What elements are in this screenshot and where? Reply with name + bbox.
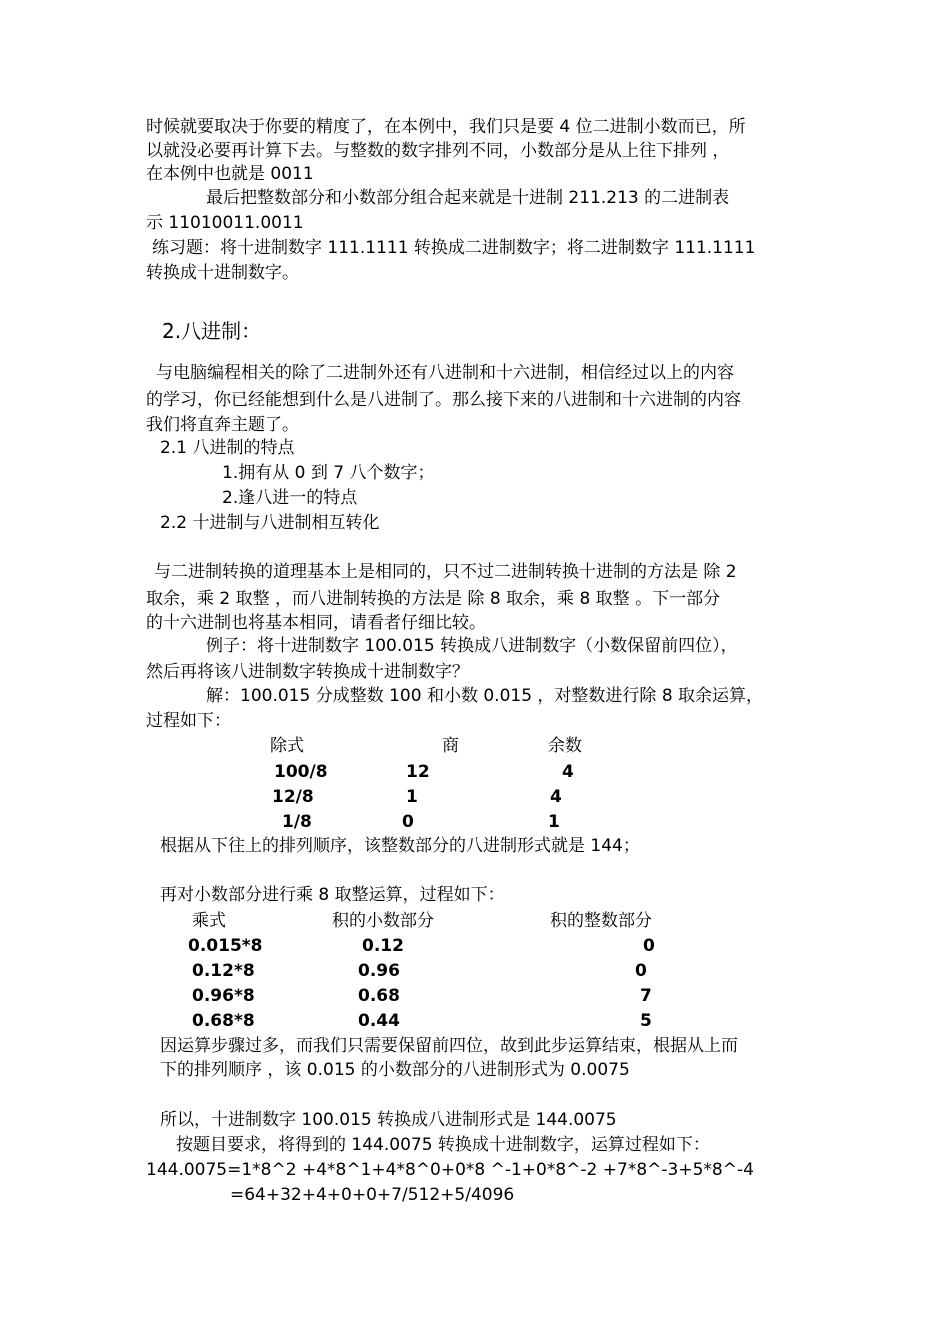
table-cell: 0.015*8 xyxy=(188,936,263,956)
table-cell: 0.12*8 xyxy=(192,961,255,981)
table-cell: 4 xyxy=(562,762,574,782)
table-cell: 0.68 xyxy=(358,986,400,1006)
table-cell: 0 xyxy=(643,936,655,956)
table-cell: 4 xyxy=(550,787,562,807)
table-header: 积的小数部分 xyxy=(332,911,434,931)
table-cell: 12 xyxy=(406,762,430,782)
table-cell: 1 xyxy=(548,812,560,832)
table-header: 余数 xyxy=(548,736,582,756)
solution-line: 过程如下： xyxy=(146,711,231,731)
exercise-line: 练习题：将十进制数字 111.1111 转换成二进制数字；将二进制数字 111.1111 xyxy=(152,238,756,258)
table-header: 积的整数部分 xyxy=(550,911,652,931)
table-cell: 12/8 xyxy=(272,787,314,807)
text-line: 示 11010011.0011 xyxy=(146,213,304,233)
table-cell: 0.68*8 xyxy=(192,1011,255,1031)
text-line: 的学习，你已经能想到什么是八进制了。那么接下来的八进制和十六进制的内容 xyxy=(146,390,741,410)
table-cell: 100/8 xyxy=(274,762,328,782)
list-item: 1.拥有从 0 到 7 八个数字； xyxy=(222,463,435,483)
text-line: 与二进制转换的道理基本上是相同的，只不过二进制转换十进制的方法是 除 2 xyxy=(154,562,737,582)
table-header: 乘式 xyxy=(192,911,226,931)
table-cell: 1/8 xyxy=(282,812,312,832)
formula-line: 144.0075=1*8^2 +4*8^1+4*8^0+0*8 ^-1+0*8^-2 +7*8^-3+5*8^-4 xyxy=(146,1160,754,1180)
table-cell: 0.44 xyxy=(358,1011,400,1031)
text-line: 与电脑编程相关的除了二进制外还有八进制和十六进制，相信经过以上的内容 xyxy=(156,363,734,383)
text-line: 根据从下往上的排列顺序，该整数部分的八进制形式就是 144； xyxy=(160,836,640,856)
section-title: 2.八进制： xyxy=(162,319,262,343)
text-line: 在本例中也就是 0011 xyxy=(146,164,314,184)
table-header: 商 xyxy=(442,736,459,756)
text-line: 按题目要求，将得到的 144.0075 转换成十进制数字，运算过程如下： xyxy=(176,1135,710,1155)
text-line: 的十六进制也将基本相同，请看者仔细比较。 xyxy=(146,613,486,633)
exercise-line: 转换成十进制数字。 xyxy=(146,263,299,283)
text-line: 时候就要取决于你要的精度了，在本例中，我们只是要 4 位二进制小数而已，所 xyxy=(146,117,746,137)
text-line: 最后把整数部分和小数部分组合起来就是十进制 211.213 的二进制表 xyxy=(206,188,730,208)
table-cell: 0.12 xyxy=(362,936,404,956)
formula-line: =64+32+4+0+0+7/512+5/4096 xyxy=(230,1185,515,1205)
text-line: 以就没必要再计算下去。与整数的数字排列不同，小数部分是从上往下排列 ， xyxy=(146,141,730,161)
table-cell: 0 xyxy=(402,812,414,832)
text-line: 因运算步骤过多，而我们只需要保留前四位，故到此步运算结束，根据从上而 xyxy=(160,1036,738,1056)
example-line: 然后再将该八进制数字转换成十进制数字？ xyxy=(146,662,469,682)
text-line: 再对小数部分进行乘 8 取整运算，过程如下： xyxy=(160,885,505,905)
solution-line: 解：100.015 分成整数 100 和小数 0.015 ，对整数进行除 8 取余运算， xyxy=(206,686,764,706)
table-cell: 0.96*8 xyxy=(192,986,255,1006)
text-line: 取余，乘 2 取整 ，而八进制转换的方法是 除 8 取余，乘 8 取整 。下一部分 xyxy=(146,589,721,609)
table-cell: 1 xyxy=(406,787,418,807)
table-cell: 0.96 xyxy=(358,961,400,981)
subsection-title: 2.1 八进制的特点 xyxy=(160,438,295,458)
table-cell: 7 xyxy=(640,986,652,1006)
subsection-title: 2.2 十进制与八进制相互转化 xyxy=(160,513,380,533)
example-line: 例子：将十进制数字 100.015 转换成八进制数字（小数保留前四位）， xyxy=(206,636,738,656)
table-header: 除式 xyxy=(270,736,304,756)
conclusion-line: 所以，十进制数字 100.015 转换成八进制形式是 144.0075 xyxy=(160,1110,617,1130)
text-line: 下的排列顺序 ，该 0.015 的小数部分的八进制形式为 0.0075 xyxy=(160,1060,630,1080)
text-line: 我们将直奔主题了。 xyxy=(146,415,299,435)
table-cell: 0 xyxy=(635,961,647,981)
table-cell: 5 xyxy=(640,1011,652,1031)
list-item: 2.逢八进一的特点 xyxy=(222,488,358,508)
